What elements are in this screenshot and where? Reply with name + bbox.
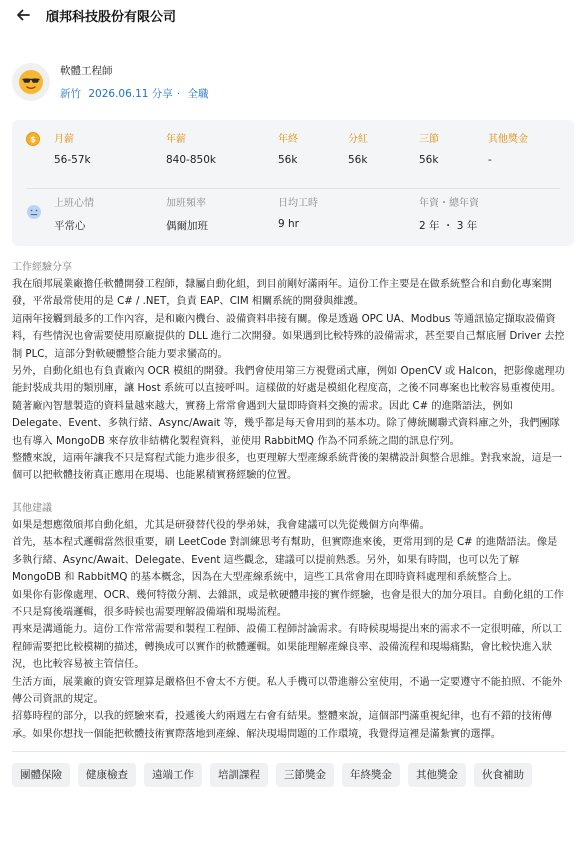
- stat-year-end-bonus: [278, 130, 348, 180]
- stats-divider: [26, 188, 560, 189]
- job-title: 軟體工程師: [60, 65, 113, 77]
- employment-type: 全職: [187, 88, 209, 100]
- stat-mood: [26, 194, 166, 240]
- author-meta: [60, 86, 213, 101]
- stat-profit-sharing: [348, 130, 419, 180]
- stat-value: 9 hr: [278, 218, 299, 230]
- avatar[interactable]: [12, 63, 50, 101]
- stat-label: 其他獎金: [488, 134, 528, 145]
- benefit-tag[interactable]: 團體保險: [12, 763, 70, 787]
- benefit-tag[interactable]: 三節獎金: [276, 763, 334, 787]
- top-bar: [0, 0, 580, 30]
- meta-separator: ·: [176, 88, 181, 100]
- stat-seniority: [419, 194, 559, 240]
- stat-label: 分紅: [348, 134, 368, 145]
- paragraph: 隨著廠內智慧製造的資料量越來越大，實務上常常會遇到大量即時資料交換的需求。因此 C# 的進階語法，例如 Delegate、Event、多執行緒、Async/Await 等，幾乎都是每天會用到的基本功。除了傳統關聯式資料庫之外，我們團隊也有導入 MongoDB 來存放非結構化製程資料，並使用 RabbitMQ 作為不同系統之間的訊息佇列。: [12, 400, 560, 447]
- benefit-tags: [0, 752, 580, 787]
- stat-value: 56k: [278, 154, 298, 166]
- benefit-tag[interactable]: 遠端工作: [144, 763, 202, 787]
- advice-section: [0, 499, 580, 743]
- stat-value: 56-57k: [54, 154, 91, 166]
- stat-monthly-salary: [26, 130, 166, 180]
- paragraph: 生活方面，展業廠的資安管理算是嚴格但不會太不方便。私人手機可以帶進辦公室使用，不過一定要遵守不能拍照、不能外傳公司資訊的規定。: [12, 676, 563, 705]
- benefit-tag[interactable]: 年終獎金: [342, 763, 400, 787]
- neutral-face-icon: [26, 204, 42, 220]
- benefit-tag[interactable]: 其他獎金: [408, 763, 466, 787]
- section-heading: 其他建議: [12, 502, 52, 514]
- stat-label: 日均工時: [278, 198, 318, 209]
- arrow-left-icon: [16, 8, 30, 22]
- stat-label: 加班頻率: [166, 198, 206, 209]
- stat-value: 平常心: [54, 220, 86, 232]
- stat-annual-salary: [166, 130, 278, 180]
- paragraph: 首先，基本程式邏輯當然很重要，刷 LeetCode 對訓練思考有幫助，但實際進來後，更常用到的是 C# 的進階語法。像是多執行緒、Async/Await、Delegate、Event 這些觀念，建議可以提前熟悉。另外，如果有時間，也可以先了解 MongoDB 和 RabbitMQ 的基本概念，因為在大型產線系統中，這些工具常會用在即時資料處理和系統整合上。: [12, 537, 558, 584]
- location-link[interactable]: 新竹: [60, 88, 81, 100]
- experience-section: [0, 258, 580, 485]
- coin-icon: $: [26, 132, 40, 146]
- paragraph: 這兩年接觸到最多的工作內容，是和廠內機台、設備資料串接有關。像是透過 OPC UA、Modbus 等通訊協定擷取設備資料，有些情況也會需要使用原廠提供的 DLL 進行二次開發。如果遇到比較特殊的設備需求，甚至要自己幫底層 Driver 去控制 PLC，這部分對軟硬體整合能力要求蠻高的。: [12, 313, 565, 360]
- stat-value: -: [488, 154, 492, 166]
- paragraph: 如果你有影像處理、OCR、幾何特徵分割、去雜訊，或是軟硬體串接的實作經驗，也會是很大的加分項目。自動化組的工作不只是寫後端邏輯，很多時候也需要理解設備端和現場流程。: [12, 589, 564, 618]
- stat-value: 56k: [419, 154, 439, 166]
- back-button[interactable]: [12, 4, 34, 26]
- stat-value: 2 年 ・ 3 年: [419, 220, 478, 232]
- stat-label: 年資・總年資: [419, 198, 479, 209]
- stat-value: 偶爾加班: [166, 220, 208, 232]
- share-date: 2026.06.11 分享: [88, 88, 173, 100]
- author-section: [0, 30, 580, 112]
- stat-label: 三節: [419, 134, 439, 145]
- section-heading: 工作經驗分享: [12, 262, 72, 273]
- benefit-tag[interactable]: 培訓課程: [210, 763, 268, 787]
- paragraph: 再來是溝通能力。這份工作常常需要和製程工程師、設備工程師討論需求。有時候現場提出來的需求不一定很明確，所以工程師需要把比較模糊的描述，轉換成可以實作的軟體邏輯。如果能理解產線良率、設備流程和現場痛點，會比較快進入狀況，也比較容易被主管信任。: [12, 624, 563, 671]
- salary-stats-card: [12, 120, 574, 246]
- stat-daily-hours: [278, 194, 419, 240]
- paragraph: 另外，自動化組也有負責廠內 OCR 模組的開發。我們會使用第三方視覺函式庫，例如 OpenCV 或 Halcon，把影像處理功能封裝成共用的類別庫，讓 Host 系統可以直接呼叫。這樣做的好處是模組化程度高，之後不同專案也比較容易重複使用。: [12, 366, 565, 395]
- stat-label: 上班心情: [54, 198, 94, 209]
- stat-other-bonus: [488, 130, 558, 180]
- benefit-tag[interactable]: 健康檢查: [78, 763, 136, 787]
- company-title: 頎邦科技股份有限公司: [46, 9, 177, 25]
- stat-label: 年終: [278, 134, 298, 145]
- paragraph: 整體來說，這兩年讓我不只是寫程式能力進步很多，也更理解大型產線系統背後的架構設計與整合思維。對我來說，這是一個可以把軟體技術真正應用在現場、也能累積實務經驗的位置。: [12, 453, 563, 482]
- paragraph: 我在頎邦展業廠擔任軟體開發工程師，隸屬自動化組，到目前剛好滿兩年。這份工作主要是在做系統整合和自動化專案開發，平常最常使用的是 C# / .NET，負責 EAP、CIM 相關系統的開發與維護。: [12, 279, 552, 308]
- paragraph: 招募時程的部分，以我的經驗來看，投遞後大約兩週左右會有結果。整體來說，這個部門滿重視紀律，也有不錯的技術傳承。如果你想找一個能把軟體技術實際落地到產線、解決現場問題的工作環境，我覺得這裡是滿紮實的選擇。: [12, 711, 552, 740]
- stat-overtime: [166, 194, 278, 240]
- stat-value: 840-850k: [166, 154, 216, 166]
- sunglasses-face-icon: [18, 69, 44, 95]
- stat-label: 年薪: [166, 134, 186, 145]
- paragraph: 如果是想應徵頎邦自動化組，尤其是研發替代役的學弟妹，我會建議可以先從幾個方向準備。: [12, 519, 430, 531]
- benefit-tag[interactable]: 伙食補助: [474, 763, 532, 787]
- stat-festival-bonus: [419, 130, 488, 180]
- stat-value: 56k: [348, 154, 368, 166]
- stat-label: 月薪: [54, 134, 74, 145]
